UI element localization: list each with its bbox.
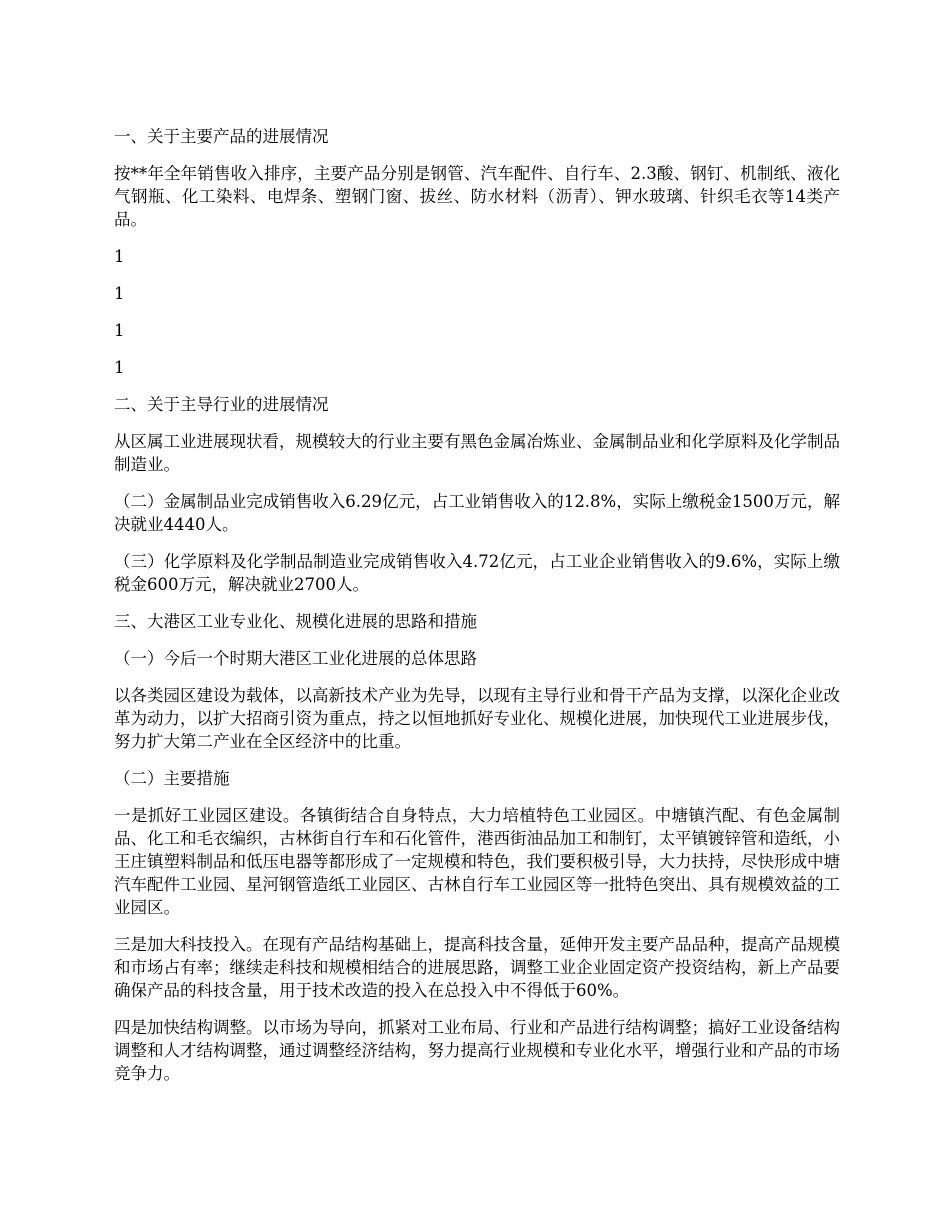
list-number: 1: [114, 321, 125, 340]
paragraph-industries: 从区属工业进展现状看，规模较大的行业主要有黑色金属冶炼业、金属制品业和化学原料及化学制品制造业。: [114, 432, 840, 474]
paragraph-measure-parks: 一是抓好工业园区建设。各镇街结合自身特点，大力培植特色工业园区。中塘镇汽配、有色金属制品、化工和毛衣编织，古林街自行车和石化管件，港西街油品加工和制钉，太平镇镀锌管和造纸，小王庄镇塑料制品和低压电器等都形成了一定规模和特色，我们要积极引导，大力扶持，尽快形成中塘汽车配件工业园、星河钢管造纸工业园区、古林自行车工业园区等一批特色突出、具有规模效益的工业园区。: [114, 806, 840, 917]
subheading-measures: （二）主要措施: [114, 769, 230, 788]
paragraph-overall-idea: 以各类园区建设为载体，以高新技术产业为先导，以现有主导行业和骨干产品为支撑，以深化企业改革为动力，以扩大招商引资为重点，持之以恒地抓好专业化、规模化进展，加快现代工业进展步伐，努力扩大第二产业在全区经济中的比重。: [114, 686, 840, 751]
heading-industries: 二、关于主导行业的进展情况: [114, 395, 329, 414]
paragraph-measure-structure: 四是加快结构调整。以市场为导向，抓紧对工业布局、行业和产品进行结构调整；搞好工业设备结构调整和人才结构调整，通过调整经济结构，努力提高行业规模和专业化水平，增强行业和产品的市场竞争力。: [114, 1018, 840, 1083]
paragraph-products: 按**年全年销售收入排序，主要产品分别是钢管、汽车配件、自行车、2.3酸、钢钉、机制纸、液化气钢瓶、化工染料、电焊条、塑钢门窗、拔丝、防水材料（沥青）、钾水玻璃、针织毛衣等14类产品。: [114, 164, 840, 229]
heading-strategy: 三、大港区工业专业化、规模化进展的思路和措施: [114, 612, 477, 631]
list-number: 1: [114, 247, 125, 266]
heading-products: 一、关于主要产品的进展情况: [114, 127, 329, 146]
list-number: 1: [114, 358, 125, 377]
list-number: 1: [114, 284, 125, 303]
paragraph-chemical: （三）化学原料及化学制品制造业完成销售收入4.72亿元，占工业企业销售收入的9.6%，实际上缴税金600万元，解决就业2700人。: [114, 552, 840, 594]
paragraph-measure-tech: 三是加大科技投入。在现有产品结构基础上，提高科技含量，延伸开发主要产品品种，提高产品规模和市场占有率；继续走科技和规模相结合的进展思路，调整工业企业固定资产投资结构，新上产品要确保产品的科技含量，用于技术改造的投入在总投入中不得低于60%。: [114, 935, 840, 1000]
paragraph-metal-products: （二）金属制品业完成销售收入6.29亿元，占工业销售收入的12.8%，实际上缴税金1500万元，解决就业4440人。: [114, 492, 840, 534]
subheading-overall-idea: （一）今后一个时期大港区工业化进展的总体思路: [114, 649, 477, 668]
document-body: [114, 125, 840, 1085]
